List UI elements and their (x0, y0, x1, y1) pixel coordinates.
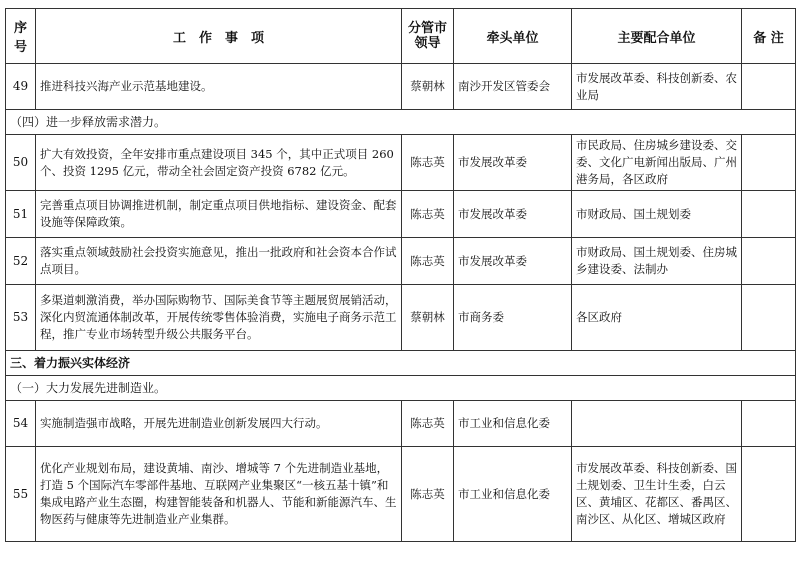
table-row (6, 447, 796, 542)
row-lead-unit: 市工业和信息化委 (454, 447, 572, 542)
row-no: 50 (6, 135, 36, 191)
row-remarks (742, 135, 796, 191)
row-leader: 陈志英 (402, 191, 454, 238)
row-partners: 市发展改革委、科技创新委、国土规划委、卫生计生委，白云区、黄埔区、花都区、番禺区、南沙区、从化区、增城区政府 (572, 447, 742, 542)
section-row (6, 376, 796, 401)
header-task: 工 作 事 项 (36, 9, 402, 64)
row-leader: 陈志英 (402, 238, 454, 285)
row-task: 推进科技兴海产业示范基地建设。 (36, 64, 402, 110)
table-row (6, 191, 796, 238)
header-no: 序号 (6, 9, 36, 64)
row-leader: 陈志英 (402, 447, 454, 542)
row-task: 实施制造强市战略，开展先进制造业创新发展四大行动。 (36, 401, 402, 447)
row-lead-unit: 市发展改革委 (454, 238, 572, 285)
row-partners: 市民政局、住房城乡建设委、交委、文化广电新闻出版局、广州港务局，各区政府 (572, 135, 742, 191)
row-partners: 各区政府 (572, 285, 742, 351)
row-partners: 市发展改革委、科技创新委、农业局 (572, 64, 742, 110)
row-leader: 陈志英 (402, 135, 454, 191)
section-row (6, 351, 796, 376)
table-row (6, 401, 796, 447)
row-no: 54 (6, 401, 36, 447)
row-partners (572, 401, 742, 447)
row-leader: 蔡朝林 (402, 285, 454, 351)
row-remarks (742, 447, 796, 542)
row-remarks (742, 191, 796, 238)
row-no: 51 (6, 191, 36, 238)
header-lead-unit: 牵头单位 (454, 9, 572, 64)
row-remarks (742, 64, 796, 110)
row-lead-unit: 市发展改革委 (454, 135, 572, 191)
row-no: 55 (6, 447, 36, 542)
row-partners: 市财政局、国土规划委、住房城乡建设委、法制办 (572, 238, 742, 285)
header-leader: 分管市领导 (402, 9, 454, 64)
row-lead-unit: 市发展改革委 (454, 191, 572, 238)
table-row (6, 238, 796, 285)
row-no: 53 (6, 285, 36, 351)
table-row (6, 64, 796, 110)
header-partners: 主要配合单位 (572, 9, 742, 64)
row-lead-unit: 市商务委 (454, 285, 572, 351)
row-remarks (742, 238, 796, 285)
header-remarks: 备 注 (742, 9, 796, 64)
row-lead-unit: 市工业和信息化委 (454, 401, 572, 447)
work-task-table (5, 8, 796, 542)
row-leader: 蔡朝林 (402, 64, 454, 110)
chapter-heading: 三、着力振兴实体经济 (6, 351, 796, 376)
row-remarks (742, 285, 796, 351)
row-task: 落实重点领域鼓励社会投资实施意见，推出一批政府和社会资本合作试点项目。 (36, 238, 402, 285)
table-row (6, 135, 796, 191)
row-task: 完善重点项目协调推进机制，制定重点项目供地指标、建设资金、配套设施等保障政策。 (36, 191, 402, 238)
row-no: 52 (6, 238, 36, 285)
section-heading: （一）大力发展先进制造业。 (6, 376, 796, 401)
row-task: 扩大有效投资，全年安排市重点建设项目 345 个，其中正式项目 260 个、投资 1295 亿元，带动全社会固定资产投资 6782 亿元。 (36, 135, 402, 191)
row-partners: 市财政局、国土规划委 (572, 191, 742, 238)
section-heading: （四）进一步释放需求潜力。 (6, 110, 796, 135)
row-leader: 陈志英 (402, 401, 454, 447)
table-header-row (6, 9, 796, 64)
section-row (6, 110, 796, 135)
row-lead-unit: 南沙开发区管委会 (454, 64, 572, 110)
row-task: 多渠道刺激消费，举办国际购物节、国际美食节等主题展贸展销活动，深化内贸流通体制改革，开展传统零售体验消费，实施电子商务示范工程，推广专业市场转型升级公共服务平台。 (36, 285, 402, 351)
table-row (6, 285, 796, 351)
row-no: 49 (6, 64, 36, 110)
row-task: 优化产业规划布局，建设黄埔、南沙、增城等 7 个先进制造业基地，打造 5 个国际汽车零部件基地、互联网产业集聚区“一核五基十镇”和集成电路产业生态圈，构建智能装备和机器人、节能和新能源汽车、生物医药与健康等先进制造业产业集群。 (36, 447, 402, 542)
row-remarks (742, 401, 796, 447)
